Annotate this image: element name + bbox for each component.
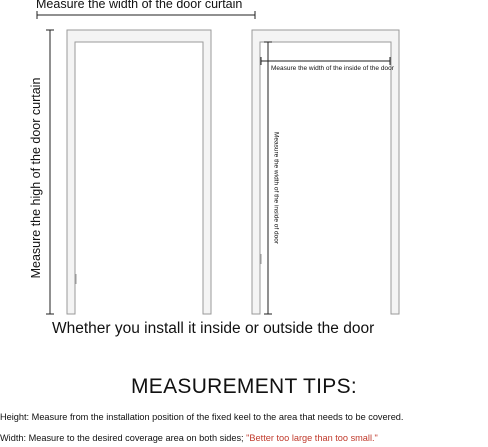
height-tip: Height: Measure from the installation position of the fixed keel to the area that needs to be covered.	[0, 412, 404, 422]
door-curtain-height-label: Measure the high of the door curtain	[29, 77, 43, 279]
inside-height-measure-line	[264, 42, 272, 314]
tips-title: MEASUREMENT TIPS:	[130, 375, 358, 398]
left-door-frame	[67, 30, 211, 314]
inside-width-measure-line	[261, 57, 390, 65]
width-tip	[0, 433, 378, 443]
width-tip-prefix: Width: Measure to the desired coverage area on both sides;	[0, 433, 247, 443]
top-width-measure-line	[37, 11, 255, 19]
install-note: Whether you install it inside or outside the door	[52, 320, 375, 337]
left-height-measure-line	[46, 30, 54, 314]
width-tip-highlight: "Better too large than too small."	[246, 433, 378, 443]
inside-height-label: Measure the width of the inside of door	[272, 131, 280, 245]
inside-width-label: Measure the width of the inside of the door	[271, 65, 394, 72]
door-curtain-width-label: Measure the width of the door curtain	[36, 0, 243, 11]
